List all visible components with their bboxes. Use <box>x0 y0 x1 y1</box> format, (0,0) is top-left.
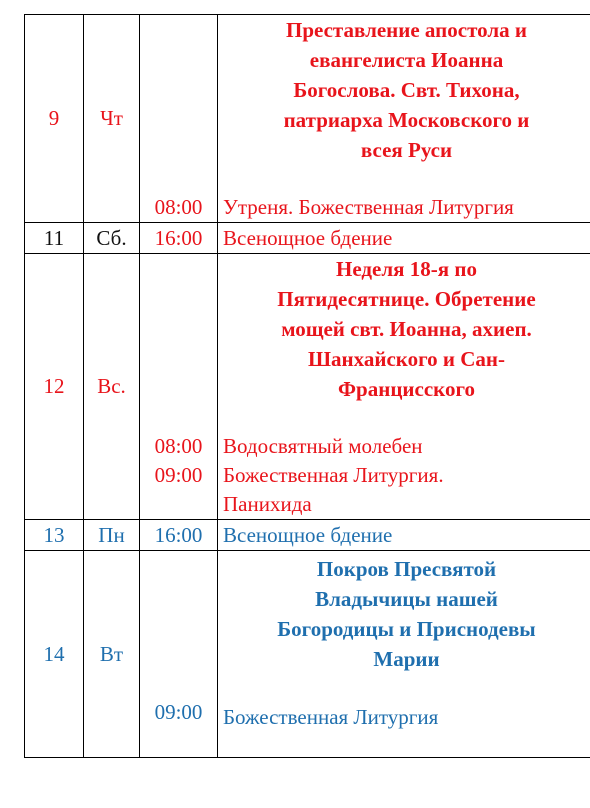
description-cell <box>218 254 590 520</box>
feast-line: патриарха Московского и <box>283 108 530 132</box>
feast-line: евангелиста Иоанна <box>309 48 504 72</box>
table-row <box>25 223 590 254</box>
day-number: 13 <box>25 520 84 551</box>
feast-line: Богородицы и Приснодевы <box>277 617 536 641</box>
service-time: 09:00 <box>154 463 203 487</box>
day-number: 14 <box>25 551 84 758</box>
table-row <box>25 254 590 520</box>
description-cell <box>218 223 590 254</box>
table-row <box>25 15 590 223</box>
weekday: Вс. <box>84 254 140 520</box>
feast-line: Владычицы нашей <box>315 587 498 611</box>
time-cell <box>140 223 218 254</box>
description-cell <box>218 551 590 758</box>
service-name: Божественная Литургия. <box>223 463 444 487</box>
weekday: Пн <box>84 520 140 551</box>
feast-title <box>223 554 590 674</box>
service-name: Водосвятный молебен <box>223 434 423 458</box>
service-name: Божественная Литургия <box>223 705 439 729</box>
feast-title <box>223 254 590 404</box>
feast-line: Богослова. Свт. Тихона, <box>293 78 520 102</box>
feast-line: Неделя 18-я по <box>336 257 477 281</box>
service-time: 16:00 <box>154 225 203 250</box>
description-cell <box>218 520 590 551</box>
table-row <box>25 551 590 758</box>
feast-line: Шанхайского и Сан- <box>308 347 505 371</box>
service-time: 08:00 <box>154 434 203 458</box>
table-row <box>25 520 590 551</box>
service-name: Всенощное бдение <box>223 225 393 250</box>
weekday: Вт <box>84 551 140 758</box>
feast-title <box>223 15 590 165</box>
service-name: Всенощное бдение <box>223 522 393 547</box>
day-number: 9 <box>25 15 84 223</box>
time-cell <box>140 520 218 551</box>
feast-line: Марии <box>373 647 440 671</box>
service-name: Утреня. Божественная Литургия <box>223 195 514 219</box>
feast-line: Пятидесятнице. Обретение <box>277 287 536 311</box>
time-cell <box>140 15 218 223</box>
time-cell <box>140 551 218 758</box>
weekday: Сб. <box>84 223 140 254</box>
day-number: 11 <box>25 223 84 254</box>
service-time: 16:00 <box>154 522 203 547</box>
feast-line: Преставление апостола и <box>286 18 527 42</box>
feast-line: мощей свт. Иоанна, ахиеп. <box>281 317 532 341</box>
schedule-table <box>24 14 590 758</box>
weekday: Чт <box>84 15 140 223</box>
service-time: 09:00 <box>154 700 203 724</box>
feast-line: Францисского <box>338 377 475 401</box>
feast-line: Покров Пресвятой <box>316 557 497 581</box>
service-time: 08:00 <box>154 195 203 219</box>
service-name: Панихида <box>223 492 312 516</box>
time-cell <box>140 254 218 520</box>
feast-line: всея Руси <box>360 138 453 162</box>
description-cell <box>218 15 590 223</box>
day-number: 12 <box>25 254 84 520</box>
